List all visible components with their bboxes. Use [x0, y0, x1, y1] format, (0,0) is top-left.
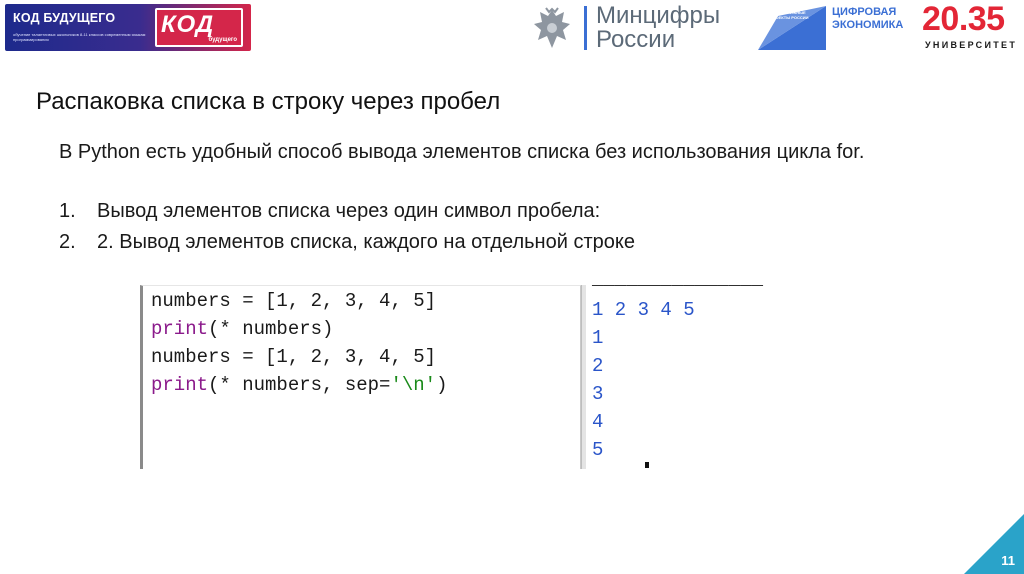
kod-logo-subtitle: обучение талантливых школьников 8-11 классов современным языкам программирования: [13, 32, 146, 42]
kod-mark-text: КОД: [161, 11, 215, 38]
output-line: 4: [592, 411, 604, 433]
mincifry-line-2: России: [596, 26, 676, 53]
code-text-end: ): [436, 374, 448, 396]
mincifry-divider: [584, 6, 587, 50]
code-string: '\n': [390, 374, 437, 396]
kod-mark: [155, 8, 243, 47]
university-2035-word: УНИВЕРСИТЕТ: [925, 40, 1018, 50]
university-2035-number: 20.35: [922, 0, 1005, 38]
slide-title: Распаковка списка в строку через пробел: [36, 88, 501, 115]
intro-paragraph: В Python есть удобный способ вывода элементов списка без использования цикла for.: [59, 141, 865, 163]
output-line: 2: [592, 355, 604, 377]
list-item-number: 1.: [59, 200, 76, 222]
national-projects-text: НАЦИОНАЛЬНЫЕ ПРОЕКТЫ РОССИИ: [770, 10, 809, 20]
list-item-number: 2.: [59, 231, 76, 253]
output-line: 5: [592, 439, 604, 461]
panel-divider: [581, 285, 586, 469]
output-separator: _______________: [592, 268, 764, 290]
mincifry-line-1: Минцифры: [596, 2, 721, 29]
code-line-2: [151, 318, 333, 340]
kod-mark-small-text: будущего: [208, 37, 237, 43]
kod-logo-title: КОД БУДУЩЕГО: [13, 11, 116, 25]
list-item: [59, 231, 635, 254]
digital-economy-line-1: ЦИФРОВАЯ: [832, 6, 897, 18]
page-number: 11: [1001, 553, 1015, 568]
list-item-text: 2. Вывод элементов списка, каждого на отдельной строке: [97, 231, 635, 253]
output-line: 1: [592, 327, 604, 349]
mincifry-logo-text: [596, 4, 720, 52]
digital-economy-line-2: ЭКОНОМИКА: [832, 19, 904, 31]
code-line-4: [151, 374, 447, 396]
digital-economy-text: [832, 6, 903, 32]
header-bar: [0, 0, 1024, 60]
code-editor-panel: [140, 285, 581, 469]
corner-decoration: [964, 514, 1024, 574]
list-item-text: Вывод элементов списка через один символ пробела:: [97, 200, 601, 222]
code-text: (* numbers): [208, 318, 334, 340]
code-text: (* numbers, sep=: [208, 374, 391, 396]
output-line: 3: [592, 383, 604, 405]
list-item: [59, 200, 600, 223]
output-line: 1 2 3 4 5: [592, 299, 695, 321]
code-line-1: numbers = [1, 2, 3, 4, 5]: [151, 290, 437, 312]
code-keyword: print: [151, 318, 209, 340]
kod-budushchego-logo: [5, 4, 251, 51]
eagle-emblem-icon: [530, 6, 574, 52]
code-line-3: numbers = [1, 2, 3, 4, 5]: [151, 346, 437, 368]
stray-dot: [645, 462, 649, 468]
code-keyword: print: [151, 374, 209, 396]
